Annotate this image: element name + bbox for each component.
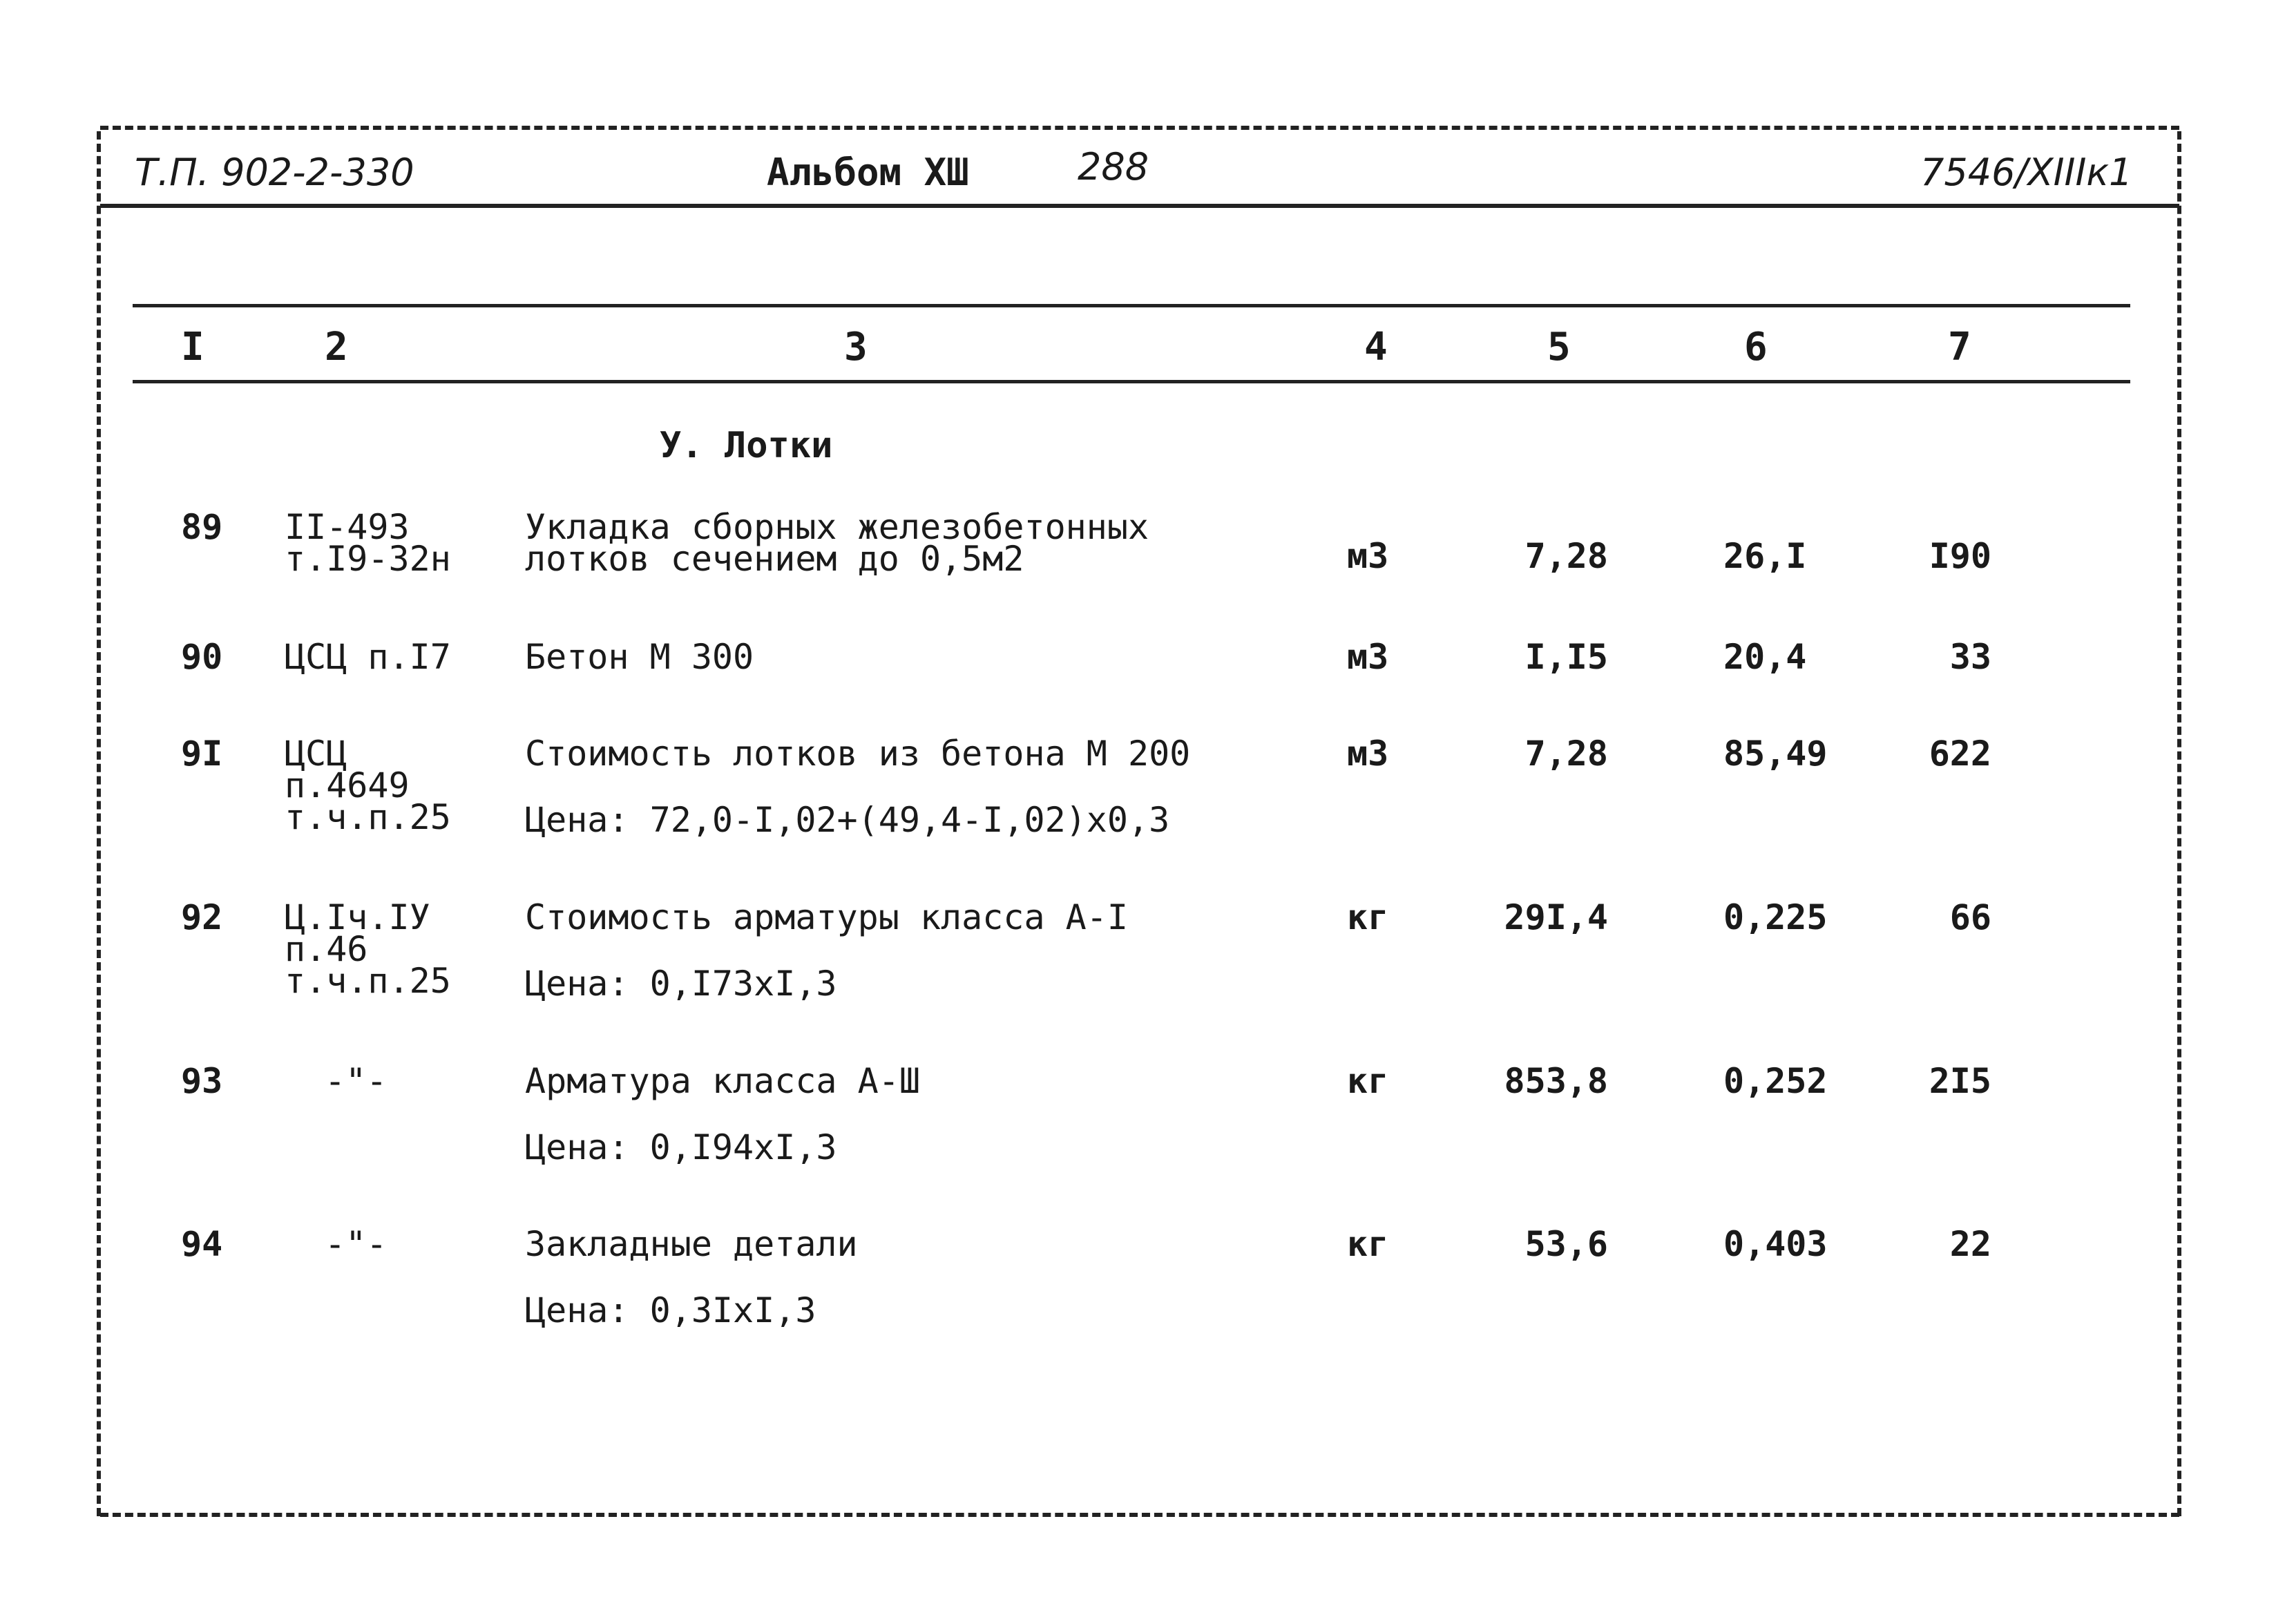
row-unit: м3 [1347,637,1389,677]
row-reference: ЦСЦ п.4649 т.ч.п.25 [285,734,451,837]
table-top-rule [133,304,2130,307]
page-number: 288 [1078,145,1149,189]
frame-left-border [97,131,101,1516]
row-total: 622 [1929,734,1991,774]
row-price-note: Цена: 72,0-I,02+(49,4-I,02)х0,3 [525,800,1170,840]
row-price-note: Цена: 0,I94хI,3 [525,1127,837,1167]
column-header-4: 4 [1364,325,1388,370]
row-quantity: 853,8 [1504,1061,1608,1101]
row-total: 22 [1949,1224,1991,1264]
row-quantity: 29I,4 [1504,897,1608,937]
row-description: Закладные детали [525,1224,858,1264]
row-description: Стоимость арматуры класса А-I [525,897,1128,937]
row-description: Бетон М 300 [525,637,754,677]
frame-top-border [100,126,2179,130]
column-header-7: 7 [1948,325,1971,370]
row-description: Стоимость лотков из бетона М 200 [525,734,1191,774]
doc-code: Т.П. 902-2-330 [135,151,414,194]
column-header-6: 6 [1744,325,1768,370]
row-total: I90 [1929,536,1991,576]
row-unit-price: 0,225 [1723,897,1828,937]
header-rule [100,204,2179,208]
row-unit: кг [1347,1061,1389,1101]
table-row [0,1224,2285,1330]
archive-number: 7546/XIIIк1 [1920,151,2133,194]
row-price-note: Цена: 0,I73хI,3 [525,964,837,1004]
row-reference: -"- [325,1061,388,1101]
frame-bottom-border [100,1513,2179,1517]
row-total: 2I5 [1929,1061,1991,1101]
row-unit-price: 0,252 [1723,1061,1828,1101]
row-unit-price: 85,49 [1723,734,1828,774]
row-price-note: Цена: 0,3IхI,3 [525,1290,816,1330]
row-number: 9I [181,734,223,774]
row-number: 89 [181,507,223,547]
table-header-rule [133,380,2130,383]
column-header-3: 3 [844,325,868,370]
row-number: 92 [181,897,223,937]
row-quantity: 53,6 [1524,1224,1608,1264]
row-number: 90 [181,637,223,677]
row-unit: м3 [1347,536,1389,576]
row-quantity: 7,28 [1524,536,1608,576]
row-quantity: I,I5 [1524,637,1608,677]
column-header-5: 5 [1547,325,1571,370]
row-unit: кг [1347,1224,1389,1264]
row-number: 94 [181,1224,223,1264]
row-unit: м3 [1347,734,1389,774]
row-reference: II-493 т.I9-32н [285,507,451,579]
row-number: 93 [181,1061,223,1101]
row-total: 66 [1949,897,1991,937]
section-title: У. Лотки [660,425,833,466]
row-unit: кг [1347,897,1389,937]
table-row [0,637,2285,677]
table-row [0,897,2285,1004]
row-description: Арматура класса А-Ш [525,1061,920,1101]
column-header-2: 2 [325,325,348,370]
row-unit-price: 26,I [1723,536,1807,576]
album-label: Альбом ХШ [767,151,969,194]
table-row [0,1061,2285,1167]
frame-right-border [2177,131,2181,1516]
row-quantity: 7,28 [1524,734,1608,774]
table-row [0,507,2285,579]
row-unit-price: 20,4 [1723,637,1807,677]
row-reference: -"- [325,1224,388,1264]
row-total: 33 [1949,637,1991,677]
row-unit-price: 0,403 [1723,1224,1828,1264]
row-description: Укладка сборных железобетонных лотков сечением до 0,5м2 [525,507,1149,579]
row-reference: Ц.Iч.IУ п.46 т.ч.п.25 [285,897,451,1001]
row-reference: ЦСЦ п.I7 [285,637,451,677]
column-header-1: I [181,325,204,370]
